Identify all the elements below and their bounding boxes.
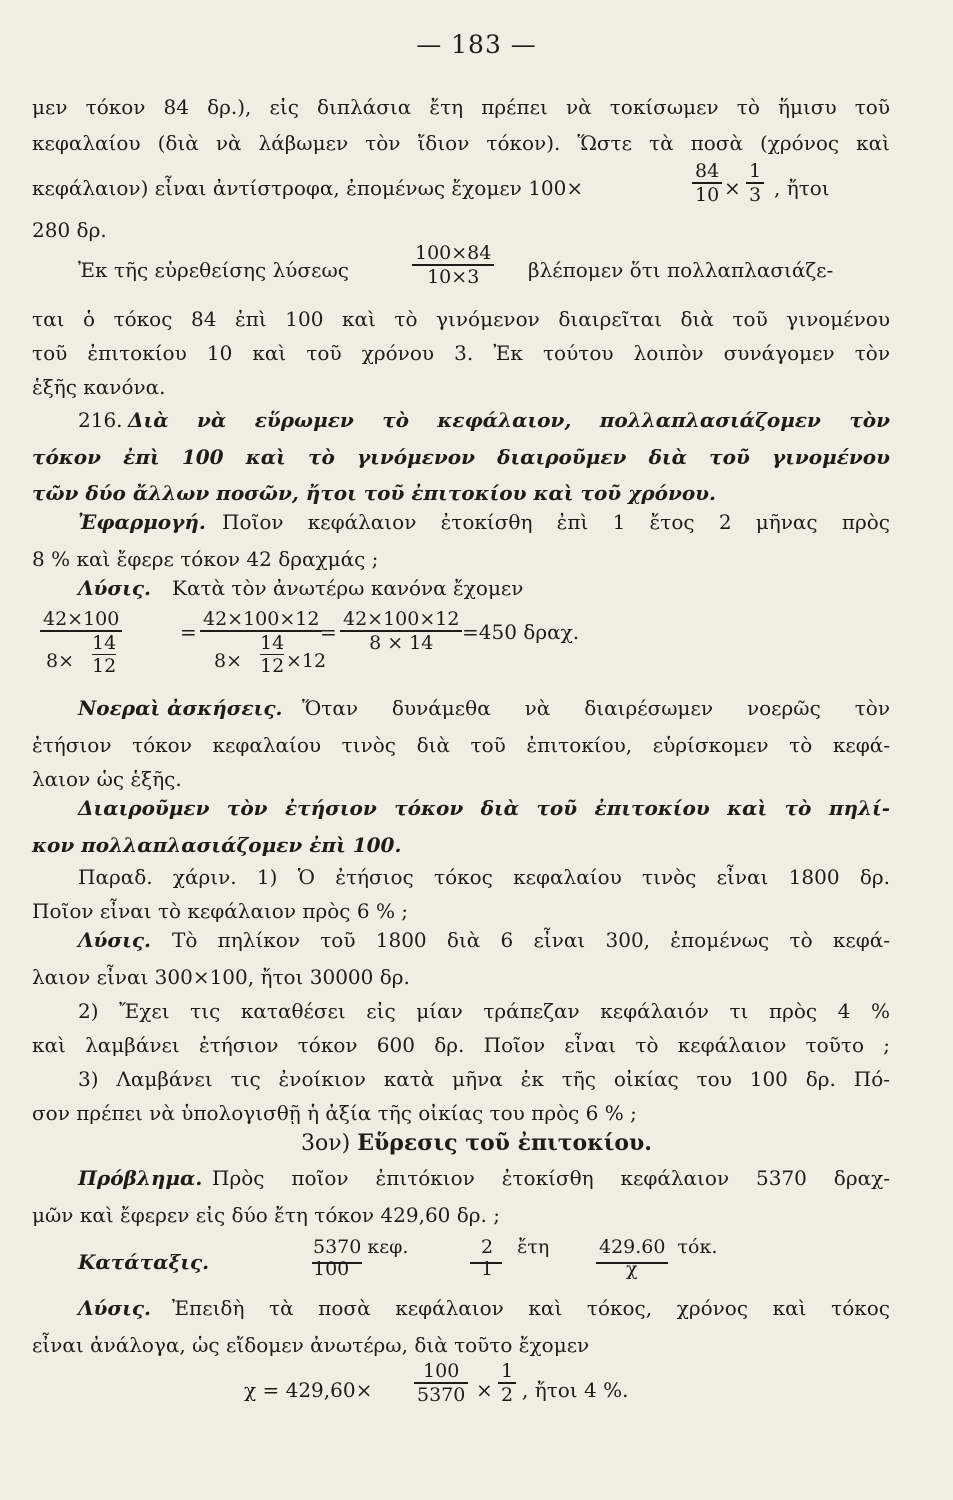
calc-fraction [200,608,327,678]
exercises-label: Νοεραὶ ἀσκήσεις. [78,696,283,720]
fraction-bar [470,1262,502,1264]
setup-fraction [596,1236,720,1280]
rule-text: κον πολλαπλασιάζομεν ἐπὶ 100. [32,833,402,857]
inner-den: 12 [260,655,285,677]
denominator: 5370 [414,1382,468,1406]
text-line: Τὸ πηλίκον τοῦ 1800 διὰ 6 εἶναι 300, ἐπομένως τὸ κεφά- [172,928,890,952]
value: 2 [481,1236,494,1258]
text-line: κεφάλαιον) εἶναι ἀντίστροφα, ἐπομένως ἔχομεν 100× [32,176,584,200]
inner-den: 12 [92,655,117,677]
text-line: σον πρέπει νὰ ὑπολογισθῇ ἡ ἀξία τῆς οἰκίας του πρὸς 6 % ; [32,1101,637,1125]
fraction [692,160,722,206]
denominator [40,630,122,678]
numerator: 84 [695,160,720,182]
value: 5370 [313,1236,362,1258]
calc-fraction [340,608,462,654]
rule-text: τόκον ἐπὶ 100 καὶ τὸ γινόμενον διαιροῦμεν διὰ τοῦ γινομένου [32,445,890,469]
numerator [596,1236,720,1258]
text-line: βλέπομεν ὅτι πολλαπλασιάζε- [528,258,834,282]
calc-fraction [40,608,122,678]
fraction [412,242,494,288]
text-line: Παραδ. χάριν. 1) Ὁ ἐτήσιος τόκος κεφαλαίου τινὸς εἶναι 1800 δρ. [78,865,890,889]
section-heading [0,1130,953,1156]
calc-result: =450 δραχ. [462,620,580,644]
section-title: Εὕρεσις τοῦ ἐπιτοκίου. [357,1130,652,1156]
denominator: 10 [692,182,722,206]
denominator: 100 [313,1258,350,1280]
text-line: εἶναι ἀνάλογα, ὡς εἴδομεν ἀνωτέρω, διὰ τοῦτο ἔχομεν [32,1333,590,1357]
rule-text: Διὰ νὰ εὕρωμεν τὸ κεφάλαιον, πολλαπλασιάζομεν τὸν [128,408,890,432]
numerator [310,1236,411,1258]
text-line: λαιον εἶναι 300×100, ἤτοι 30000 δρ. [32,965,410,989]
denominator: 10×3 [412,264,494,288]
numerator: 100×84 [415,242,492,264]
numerator: 42×100×12 [203,608,320,630]
text-line: 3) Λαμβάνει τις ἐνοίκιον κατὰ μῆνα ἐκ τῆς οἰκίας του 100 δρ. Πό- [78,1067,890,1091]
denominator: 3 [746,182,764,206]
den-prefix: 8× [46,650,75,672]
denominator [200,630,327,678]
rule-text: Διαιροῦμεν τὸν ἐτήσιον τόκον διὰ τοῦ ἐπιτοκίου καὶ τὸ πηλί- [78,796,890,820]
solution-label: Λύσις. [78,576,151,600]
inner-fraction [260,632,284,677]
denominator: 1 [481,1258,494,1280]
text-line: ἑξῆς κανόνα. [32,375,166,399]
den-suffix: ×12 [286,650,327,672]
unit: ἔτη [517,1236,550,1258]
text-line: κεφαλαίου (διὰ νὰ λάβωμεν τὸν ἴδιον τόκον). Ὥστε τὰ ποσὰ (χρόνος καὶ [32,131,890,155]
inner-num: 14 [92,632,117,654]
equals-sign: = [320,620,337,644]
inner-fraction [92,632,116,677]
text-line: Ἐπειδὴ τὰ ποσὰ κεφάλαιον καὶ τόκος, χρόνος καὶ τόκος [172,1296,890,1320]
text-line: , ἤτοι [774,176,830,200]
numerator: 1 [501,1360,514,1382]
setup-label: Κατάταξις. [78,1250,210,1274]
times-sign: × [476,1378,493,1402]
numerator: 1 [749,160,762,182]
inner-num: 14 [260,632,285,654]
denominator: 2 [498,1382,516,1406]
text-line: Ὅταν δυνάμεθα νὰ διαιρέσωμεν νοερῶς τὸν [302,696,890,720]
text-line: Ποῖον κεφάλαιον ἐτοκίσθη ἐπὶ 1 ἔτος 2 μῆνας πρὸς [222,510,890,534]
problem-label: Πρόβλημα. [78,1166,203,1190]
setup-fraction [478,1236,552,1280]
text-line: τοῦ ἐπιτοκίου 10 καὶ τοῦ χρόνου 3. Ἐκ τούτου λοιπὸν συνάγομεν τὸν [32,341,890,365]
unit: κεφ. [367,1236,409,1258]
text-line: , ἤτοι 4 %. [522,1378,629,1402]
setup-fraction [310,1236,411,1280]
unit: τόκ. [677,1236,718,1258]
fraction-bar [312,1262,362,1264]
den-prefix: 8× [214,650,243,672]
times-sign: × [724,176,741,200]
page-number: — 183 — [416,30,537,59]
text-line: Κατὰ τὸν ἀνωτέρω κανόνα ἔχομεν [172,576,524,600]
text-line: 280 δρ. [32,218,107,242]
text-line: Ποῖον εἶναι τὸ κεφάλαιον πρὸς 6 % ; [32,899,409,923]
fraction-bar [596,1262,668,1264]
numerator [478,1236,552,1258]
text-line: λαιον ὡς ἑξῆς. [32,767,182,791]
text-line: ται ὁ τόκος 84 ἐπὶ 100 καὶ τὸ γινόμενον διαιρεῖται διὰ τοῦ γινομένου [32,307,890,331]
final-equation: χ = 429,60× [244,1378,373,1402]
text-line: Ἐκ τῆς εὑρεθείσης λύσεως [78,258,349,282]
solution-label: Λύσις. [78,1296,151,1320]
section-number: 216. [78,408,123,432]
numerator: 100 [423,1360,460,1382]
text-line: μεν τόκον 84 δρ.), εἰς διπλάσια ἔτη πρέπει νὰ τοκίσωμεν τὸ ἥμισυ τοῦ [32,95,890,119]
text-line: 2) Ἔχει τις καταθέσει εἰς μίαν τράπεζαν κεφάλαιόν τι πρὸς 4 % [78,999,890,1023]
numerator: 42×100×12 [343,608,460,630]
equals-sign: = [180,620,197,644]
section-number: 3ον) [301,1131,351,1156]
denominator: 8 × 14 [340,630,462,654]
value: 429.60 [599,1236,666,1258]
application-label: Ἐφαρμογή. [78,510,206,534]
rule-text: τῶν δύο ἄλλων ποσῶν, ἤτοι τοῦ ἐπιτοκίου καὶ τοῦ χρόνου. [32,481,716,505]
denominator: χ [626,1258,638,1280]
text-line: καὶ λαμβάνει ἐτήσιον τόκον 600 δρ. Ποῖον εἶναι τὸ κεφάλαιον τοῦτο ; [32,1033,890,1057]
numerator: 42×100 [43,608,120,630]
text-line: 8 % καὶ ἔφερε τόκον 42 δραχμάς ; [32,547,379,571]
solution-label: Λύσις. [78,928,151,952]
fraction [746,160,764,206]
fraction [414,1360,468,1406]
text-line: μῶν καὶ ἔφερεν εἰς δύο ἔτη τόκον 429,60 δρ. ; [32,1203,501,1227]
text-line: Πρὸς ποῖον ἐπιτόκιον ἐτοκίσθη κεφάλαιον 5370 δραχ- [212,1166,890,1190]
fraction [498,1360,516,1406]
text-line: ἐτήσιον τόκον κεφαλαίου τινὸς διὰ τοῦ ἐπιτοκίου, εὑρίσκομεν τὸ κεφά- [32,733,890,757]
